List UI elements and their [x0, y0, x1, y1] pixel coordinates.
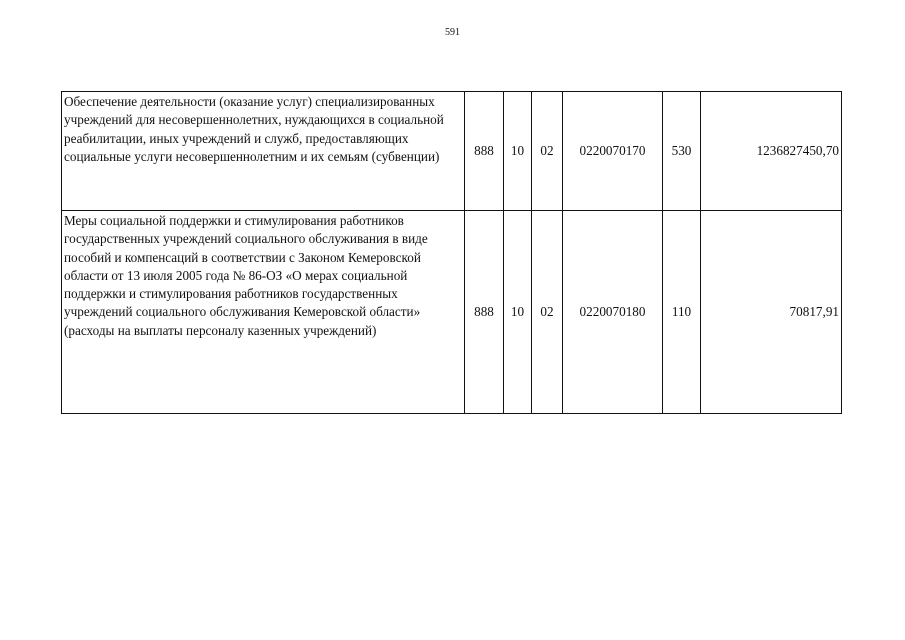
description-cell: Обеспечение деятельности (оказание услуг) специализированных учреждений для несовершеннолетних, нуждающихся в социальной реабилитации, иных учреждений и служб, предоставляющих социальные услуги несовершеннолетним и их семьям (субвенции)	[62, 92, 465, 211]
table-row	[62, 92, 842, 211]
description-cell: Меры социальной поддержки и стимулирования работников государственных учреждений социального обслуживания в виде пособий и компенсаций в соответствии с Законом Кемеровской области от 13 июля 2005 года № 86-ОЗ «О мерах социальной поддержки и стимулирования работников государственных учреждений социального обслуживания Кемеровской области» (расходы на выплаты персоналу казенных учреждений)	[62, 211, 465, 414]
expense-type-cell: 530	[663, 92, 701, 211]
subsection-code-cell: 02	[532, 92, 563, 211]
section-code-cell: 10	[504, 92, 532, 211]
ministry-code-cell: 888	[465, 92, 504, 211]
subsection-code-cell: 02	[532, 211, 563, 414]
amount-cell: 1236827450,70	[701, 92, 842, 211]
target-article-cell: 0220070170	[563, 92, 663, 211]
table-row	[62, 211, 842, 414]
amount-cell: 70817,91	[701, 211, 842, 414]
budget-table	[61, 91, 842, 414]
ministry-code-cell: 888	[465, 211, 504, 414]
page-number: 591	[445, 27, 460, 38]
target-article-cell: 0220070180	[563, 211, 663, 414]
section-code-cell: 10	[504, 211, 532, 414]
expense-type-cell: 110	[663, 211, 701, 414]
